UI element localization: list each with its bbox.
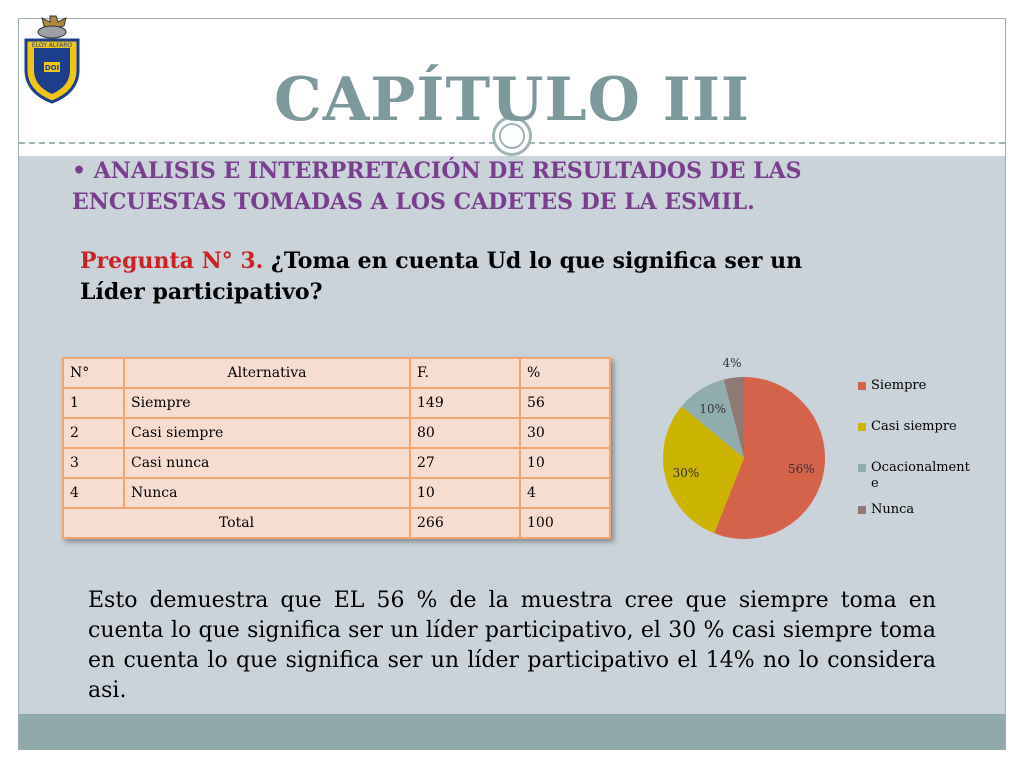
cell-f: 80 <box>410 418 520 448</box>
header-cell-no: N° <box>63 358 124 388</box>
table-row <box>63 388 610 418</box>
conclusion-text: Esto demuestra que EL 56 % de la muestra cree que siempre toma en cuenta lo que significa ser un líder participativo, el 30 % casi siempre toma en cuenta lo que significa ser un líder participativo el 14% no lo considera asi. <box>88 588 936 703</box>
legend-swatch <box>858 464 866 472</box>
cell-no: 4 <box>63 478 124 508</box>
chart-legend <box>858 378 971 518</box>
pie-label-casi-siempre: 30% <box>672 465 700 480</box>
cell-total-label: Total <box>63 508 410 538</box>
pie-chart <box>645 355 845 555</box>
cell-f: 149 <box>410 388 520 418</box>
cell-total-pct: 100 <box>520 508 610 538</box>
cell-no: 3 <box>63 448 124 478</box>
pie-label-siempre: 56% <box>787 461 815 476</box>
legend-item-casi-siempre <box>858 419 971 435</box>
cell-alternativa: Casi nunca <box>124 448 410 478</box>
header-cell-f: F. <box>410 358 520 388</box>
legend-label: Siempre <box>871 378 927 393</box>
logo-text-mid: DOI <box>44 64 60 72</box>
table-total-row <box>63 508 610 538</box>
section-bullet: • ANALISIS E INTERPRETACIÓN DE RESULTADOS DE LAS ENCUESTAS TOMADAS A LOS CADETES DE LA ESMIL. <box>72 158 802 215</box>
legend-label: Casi siempre <box>871 419 957 434</box>
pie-label-ocacionalmente: 10% <box>699 401 727 416</box>
cell-no: 2 <box>63 418 124 448</box>
cell-pct: 4 <box>520 478 610 508</box>
question-text: ¿Toma en cuenta Ud lo que significa ser un Líder participativo? <box>80 248 803 305</box>
table-row <box>63 448 610 478</box>
results-table <box>62 357 611 539</box>
section-bullet-text: ANALISIS E INTERPRETACIÓN DE RESULTADOS DE LAS ENCUESTAS TOMADAS A LOS CADETES DE LA ESMIL. <box>72 158 802 215</box>
header-cell-alternativa: Alternativa <box>124 358 410 388</box>
cell-f: 27 <box>410 448 520 478</box>
cell-alternativa: Casi siempre <box>124 418 410 448</box>
logo-text-top: ELOY ALFARO <box>31 42 73 49</box>
legend-swatch <box>858 382 866 390</box>
legend-item-nunca <box>858 502 971 518</box>
cell-alternativa: Nunca <box>124 478 410 508</box>
cell-f: 10 <box>410 478 520 508</box>
cell-no: 1 <box>63 388 124 418</box>
legend-swatch <box>858 506 866 514</box>
table-row <box>63 418 610 448</box>
legend-label: Nunca <box>871 502 915 517</box>
cell-total-f: 266 <box>410 508 520 538</box>
table-row <box>63 478 610 508</box>
question-label: Pregunta N° 3. <box>80 248 264 274</box>
header-cell-pct: % <box>520 358 610 388</box>
legend-label: Ocacionalment e <box>871 460 970 491</box>
legend-swatch <box>858 423 866 431</box>
table-header-row <box>63 358 610 388</box>
cell-pct: 56 <box>520 388 610 418</box>
cell-pct: 30 <box>520 418 610 448</box>
question <box>80 246 840 308</box>
legend-item-siempre <box>858 378 971 394</box>
slide-title: CAPÍTULO III <box>273 65 750 135</box>
legend-item-ocacionalmente <box>858 460 971 492</box>
footer-band <box>19 714 1005 750</box>
cell-pct: 10 <box>520 448 610 478</box>
cell-alternativa: Siempre <box>124 388 410 418</box>
pie-label-nunca: 4% <box>722 356 742 371</box>
